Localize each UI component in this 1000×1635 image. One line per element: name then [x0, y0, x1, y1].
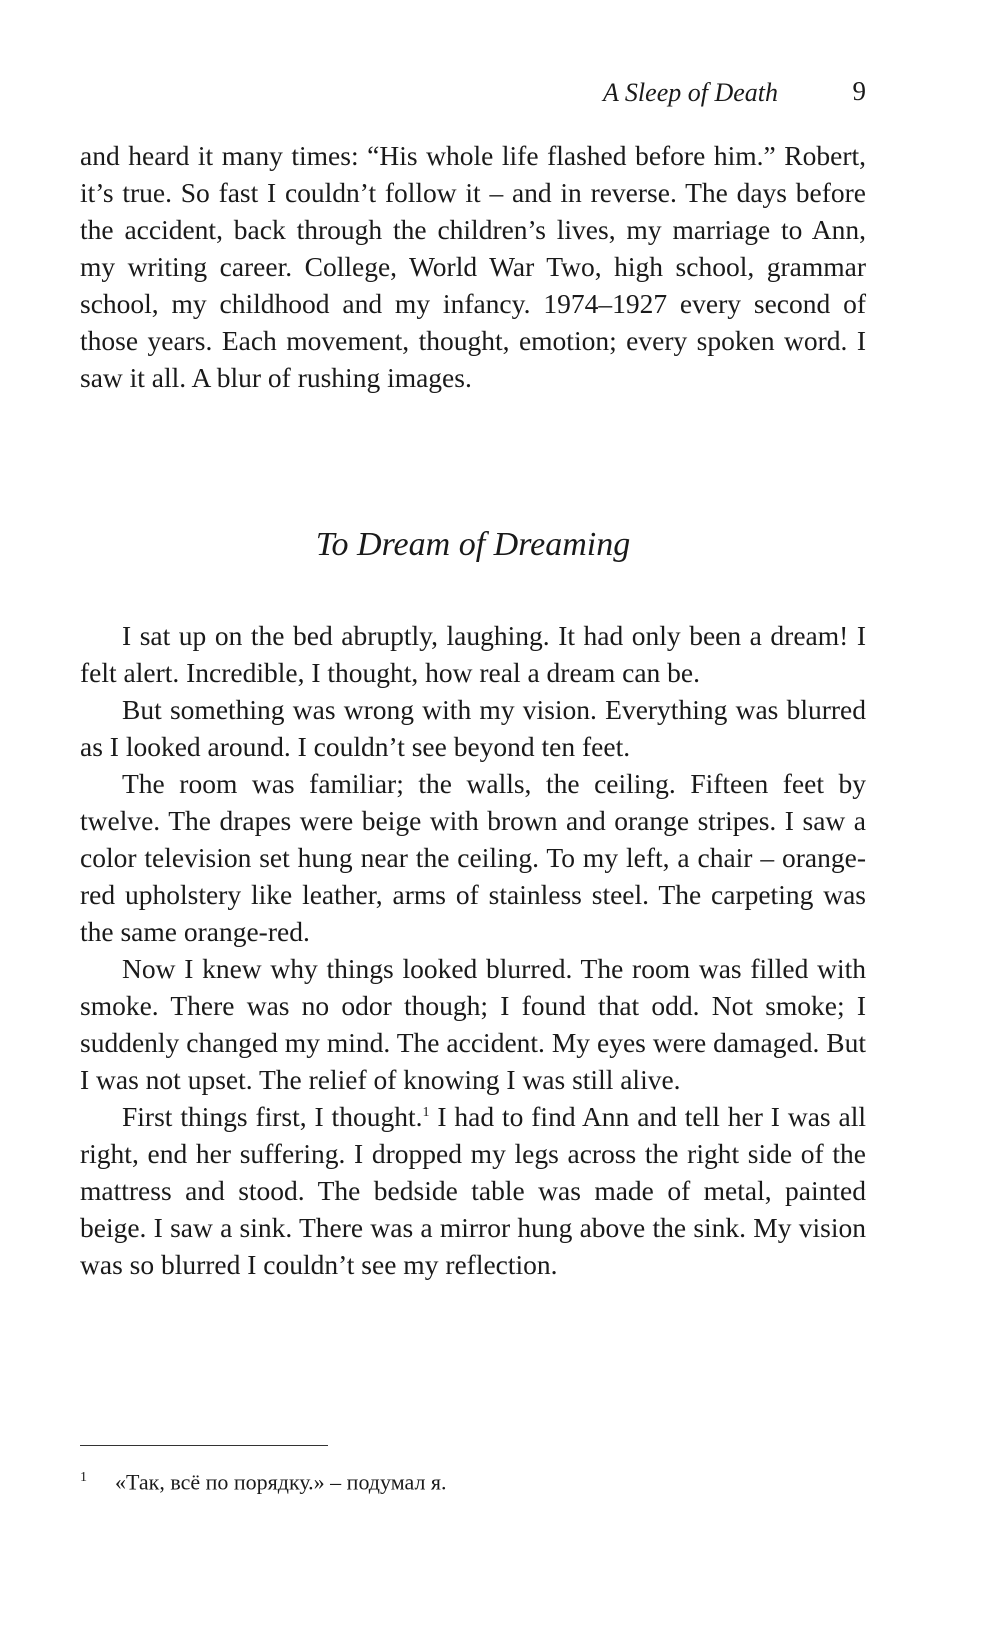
- footnote-reference[interactable]: 1: [422, 1104, 430, 1120]
- section-heading: To Dream of Dreaming: [315, 526, 631, 563]
- running-title: A Sleep of Death: [603, 78, 778, 107]
- paragraph-2: But something was wrong with my vision. Everything was blurred as I looked around. I couldn’t see beyond ten feet.: [80, 694, 866, 762]
- running-header: [80, 74, 866, 114]
- footnote-divider: [80, 1445, 328, 1446]
- paragraph-3: The room was familiar; the walls, the ceiling. Fifteen feet by twelve. The drapes were beige with brown and orange stripes. I saw a color television set hung near the ceiling. To my left, a chair – orange-red upholstery like leather, arms of stainless steel. The carpeting was the same orange-red.: [80, 768, 866, 947]
- page-number: 9: [852, 76, 866, 106]
- paragraph-5-rest: I had to find Ann and tell her I was all right, end her suffering. I dropped my legs across the right side of the mattress and stood. The bedside table was made of metal, painted beige. I saw a sink. There was a mirror hung above the sink. My vision was so blurred I couldn’t see my reflection.: [80, 1101, 866, 1280]
- paragraph-1: I sat up on the bed abruptly, laughing. It had only been a dream! I felt alert. Incredible, I thought, how real a dream can be.: [80, 620, 866, 688]
- section-body: [80, 617, 866, 1283]
- footnote: [80, 1463, 866, 1497]
- paragraph-5-start: First things first, I thought.: [122, 1101, 423, 1132]
- continued-paragraph: and heard it many times: “His whole life flashed before him.” Robert, it’s true. So fast I couldn’t follow it – and in reverse. The days before the accident, back through the children’s lives, my marriage to Ann, my writing career. College, World War Two, high school, grammar school, my childhood and my infancy. 1974–1927 every second of those years. Each movement, thought, emotion; every spoken word. I saw it all. A blur of rushing images.: [80, 140, 866, 393]
- footnote-mark: 1: [80, 1470, 87, 1485]
- footnote-text: «Так, всё по порядку.» – подумал я.: [115, 1469, 447, 1495]
- continued-paragraph-block: [80, 137, 866, 396]
- paragraph-5: [80, 1098, 866, 1283]
- paragraph-4: Now I knew why things looked blurred. The room was filled with smoke. There was no odor though; I found that odd. Not smoke; I suddenly changed my mind. The accident. My eyes were damaged. But I was not upset. The relief of knowing I was still alive.: [80, 953, 866, 1095]
